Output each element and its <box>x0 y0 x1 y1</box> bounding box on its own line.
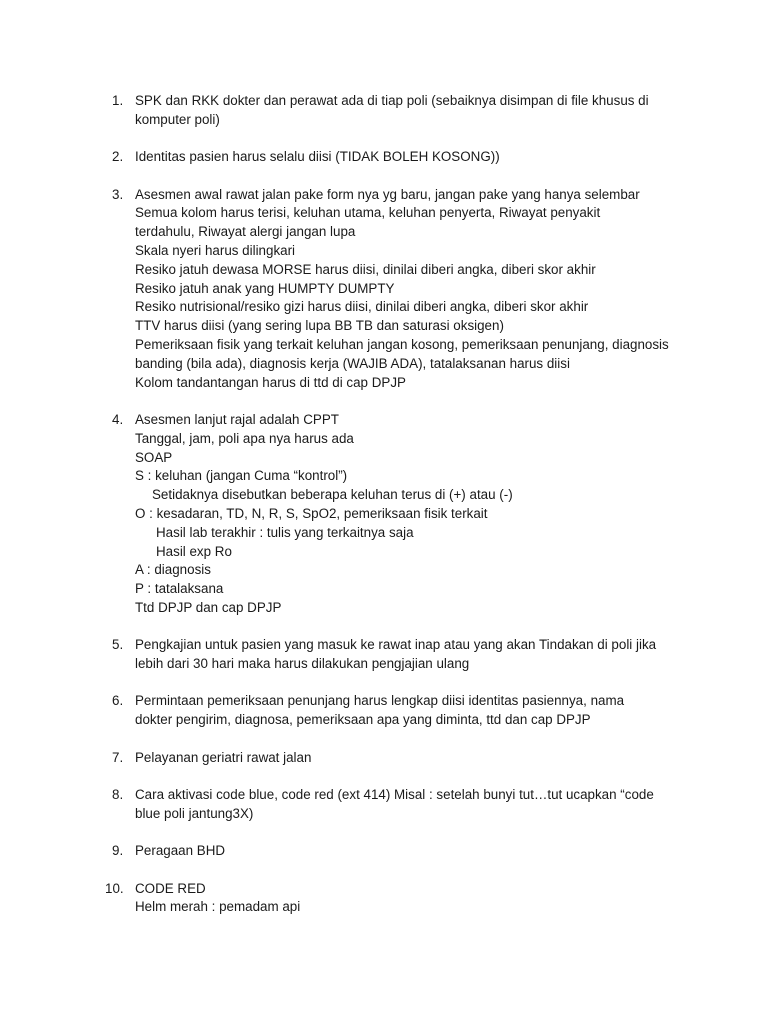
list-item-5 <box>0 636 768 674</box>
list-item-9 <box>0 842 768 861</box>
text-line: lebih dari 30 hari maka harus dilakukan pengjajian ulang <box>135 656 470 672</box>
list-item-4 <box>0 411 768 618</box>
text-line: Pemeriksaan fisik yang terkait keluhan jangan kosong, pemeriksaan penunjang, diagnosis <box>135 336 669 352</box>
text-line: Asesmen lanjut rajal adalah CPPT <box>135 411 339 427</box>
text-line: Permintaan pemeriksaan penunjang harus lengkap diisi identitas pasiennya, nama <box>135 693 625 709</box>
text-line: CODE RED <box>135 880 206 896</box>
list-item-text <box>135 692 695 730</box>
text-line: Resiko nutrisional/resiko gizi harus diisi, dinilai diberi angka, diberi skor akhir <box>135 299 589 315</box>
list-item-text <box>135 636 695 674</box>
list-number: 10. <box>105 880 124 896</box>
text-line: Asesmen awal rawat jalan pake form nya yg baru, jangan pake yang hanya selembar <box>135 186 640 202</box>
list-number: 6. <box>112 693 124 709</box>
numbered-list <box>0 92 768 936</box>
text-line: TTV harus diisi (yang sering lupa BB TB dan saturasi oksigen) <box>135 318 504 334</box>
list-number: 5. <box>112 637 124 653</box>
text-line: banding (bila ada), diagnosis kerja (WAJIB ADA), tatalaksanan harus diisi <box>135 355 570 371</box>
text-line: Resiko jatuh anak yang HUMPTY DUMPTY <box>135 280 395 296</box>
text-line: Pelayanan geriatri rawat jalan <box>135 749 312 765</box>
text-line: Ttd DPJP dan cap DPJP <box>135 599 282 615</box>
text-line: Peragaan BHD <box>135 843 226 859</box>
list-item-text <box>135 842 695 861</box>
text-line: Resiko jatuh dewasa MORSE harus diisi, dinilai diberi angka, diberi skor akhir <box>135 261 596 277</box>
list-number: 4. <box>112 411 124 427</box>
list-item-10 <box>0 880 768 918</box>
list-item-text <box>135 92 695 130</box>
text-line: terdahulu, Riwayat alergi jangan lupa <box>135 224 356 240</box>
list-item-text <box>135 749 695 768</box>
list-item-text <box>135 786 695 824</box>
text-line: SPK dan RKK dokter dan perawat ada di tiap poli (sebaiknya disimpan di file khusus di <box>135 93 649 108</box>
text-line: Helm merah : pemadam api <box>135 899 301 915</box>
list-item-8 <box>0 786 768 824</box>
text-line: komputer poli) <box>135 111 220 127</box>
list-item-1 <box>0 92 768 130</box>
list-item-text <box>135 186 695 393</box>
list-item-7 <box>0 749 768 768</box>
text-line: Pengkajian untuk pasien yang masuk ke rawat inap atau yang akan Tindakan di poli jika <box>135 637 657 653</box>
list-number: 7. <box>112 749 124 765</box>
list-number: 1. <box>112 93 124 108</box>
text-line: Skala nyeri harus dilingkari <box>135 242 296 258</box>
list-item-2 <box>0 148 768 167</box>
list-item-text <box>135 880 695 918</box>
list-number: 8. <box>112 787 124 803</box>
text-line: O : kesadaran, TD, N, R, S, SpO2, pemeriksaan fisik terkait <box>135 505 488 521</box>
list-item-6 <box>0 692 768 730</box>
text-line: Kolom tandantangan harus di ttd di cap DPJP <box>135 374 406 390</box>
list-item-text <box>135 411 695 618</box>
text-line: blue poli jantung3X) <box>135 805 254 821</box>
text-line: A : diagnosis <box>135 562 211 578</box>
text-line: Cara aktivasi code blue, code red (ext 414) Misal : setelah bunyi tut…tut ucapkan “code <box>135 787 654 803</box>
text-line: Semua kolom harus terisi, keluhan utama, keluhan penyerta, Riwayat penyakit <box>135 205 601 221</box>
list-number: 2. <box>112 149 124 165</box>
text-line-indented: Hasil exp Ro <box>156 543 232 559</box>
text-line: S : keluhan (jangan Cuma “kontrol”) <box>135 468 348 484</box>
text-line: dokter pengirim, diagnosa, pemeriksaan apa yang diminta, ttd dan cap DPJP <box>135 712 591 728</box>
text-line: Identitas pasien harus selalu diisi (TIDAK BOLEH KOSONG)) <box>135 149 500 165</box>
list-item-3 <box>0 186 768 393</box>
text-line: P : tatalaksana <box>135 581 224 597</box>
list-number: 9. <box>112 843 124 859</box>
text-line: Tanggal, jam, poli apa nya harus ada <box>135 430 354 446</box>
text-line: SOAP <box>135 449 173 465</box>
text-line-indented: Setidaknya disebutkan beberapa keluhan terus di (+) atau (-) <box>152 487 513 503</box>
list-item-text <box>135 148 695 167</box>
text-line-indented: Hasil lab terakhir : tulis yang terkaitnya saja <box>156 524 414 540</box>
list-number: 3. <box>112 186 124 202</box>
